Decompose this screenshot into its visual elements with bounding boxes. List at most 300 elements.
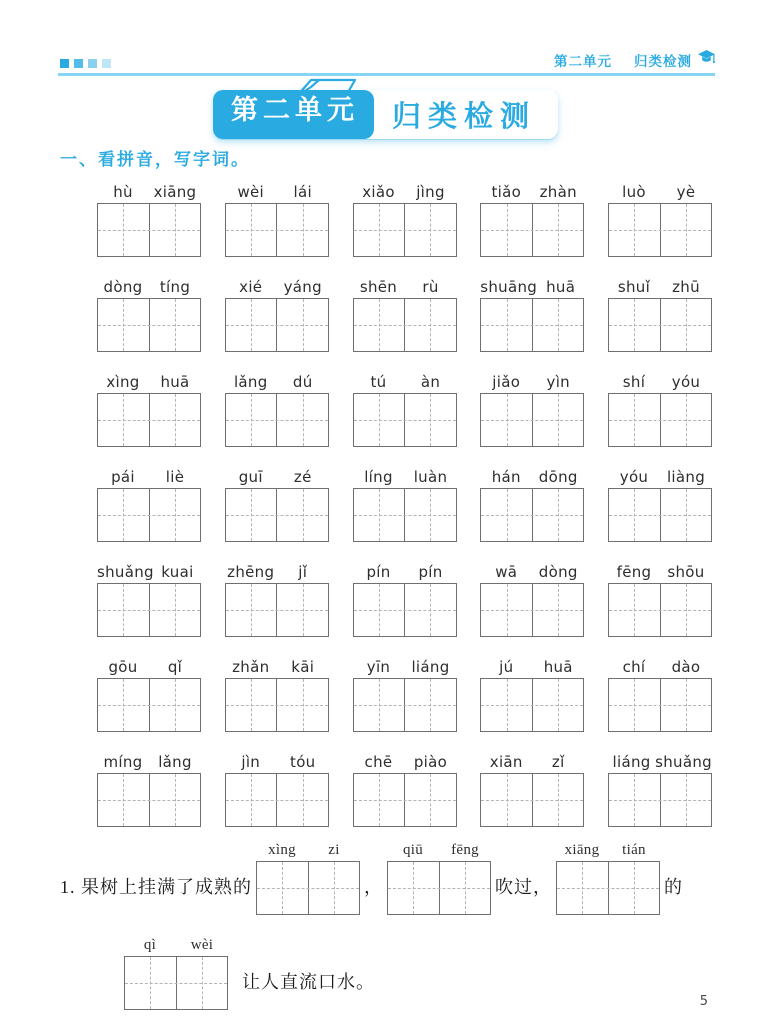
writing-box[interactable] bbox=[97, 773, 201, 827]
writing-cell[interactable] bbox=[609, 679, 660, 731]
pinyin-word-group bbox=[97, 183, 201, 257]
pinyin-word-group bbox=[225, 373, 329, 447]
writing-cell[interactable] bbox=[226, 204, 277, 256]
pinyin-syllable: tiǎo bbox=[491, 183, 522, 201]
writing-box[interactable] bbox=[353, 298, 457, 352]
writing-cell[interactable] bbox=[354, 774, 405, 826]
pinyin-syllable: luàn bbox=[413, 468, 448, 486]
pinyin-word-group bbox=[353, 373, 457, 447]
pinyin-syllable: shōu bbox=[667, 563, 705, 581]
writing-cell[interactable] bbox=[660, 679, 712, 731]
pinyin-label bbox=[124, 936, 228, 956]
pinyin-syllable: xìng bbox=[106, 373, 140, 391]
sentence-1-text-3: 的 bbox=[664, 877, 683, 897]
pinyin-label bbox=[480, 753, 584, 773]
pinyin-writing-grid bbox=[97, 183, 712, 848]
writing-cell[interactable] bbox=[149, 394, 201, 446]
pinyin-syllable: huā bbox=[543, 658, 573, 676]
writing-cell[interactable] bbox=[276, 299, 328, 351]
pinyin-word-row bbox=[97, 183, 712, 257]
writing-cell[interactable] bbox=[176, 957, 228, 1009]
pinyin-label bbox=[225, 278, 329, 298]
pinyin-syllable: lǎng bbox=[233, 373, 268, 391]
pinyin-syllable: xìng bbox=[268, 842, 296, 858]
writing-cell[interactable] bbox=[609, 299, 660, 351]
sentence-1-blank-2 bbox=[383, 841, 495, 915]
pinyin-word-row bbox=[97, 658, 712, 732]
pinyin-syllable: fēng bbox=[451, 842, 479, 858]
pinyin-syllable: jìn bbox=[241, 753, 261, 771]
writing-cell[interactable] bbox=[149, 774, 201, 826]
writing-cell[interactable] bbox=[98, 299, 149, 351]
pinyin-syllable: liàng bbox=[666, 468, 706, 486]
pinyin-syllable: zhēng bbox=[227, 563, 275, 581]
writing-cell[interactable] bbox=[481, 774, 532, 826]
pinyin-syllable: shuāng bbox=[480, 278, 538, 296]
writing-cell[interactable] bbox=[532, 774, 584, 826]
pinyin-label bbox=[97, 658, 201, 678]
banner-unit-label: 第二单元 bbox=[213, 90, 374, 139]
writing-cell[interactable] bbox=[404, 489, 456, 541]
pinyin-syllable: hù bbox=[113, 183, 133, 201]
sentence-1-comma: ， bbox=[364, 877, 383, 897]
writing-box[interactable] bbox=[97, 203, 201, 257]
writing-box[interactable] bbox=[608, 583, 712, 637]
pinyin-syllable: jiǎo bbox=[492, 373, 521, 391]
writing-cell[interactable] bbox=[481, 679, 532, 731]
pinyin-syllable: huā bbox=[160, 373, 190, 391]
writing-cell[interactable] bbox=[149, 299, 201, 351]
sentence-1-text: 1. 果树上挂满了成熟的 bbox=[60, 877, 252, 897]
pinyin-syllable: qiū bbox=[402, 842, 424, 858]
pinyin-syllable: pín bbox=[366, 563, 391, 581]
sentence-1-text-2: 吹过， bbox=[495, 877, 552, 897]
pinyin-syllable: gōu bbox=[108, 658, 138, 676]
pinyin-word-group bbox=[480, 278, 584, 352]
writing-box[interactable] bbox=[480, 583, 584, 637]
writing-cell[interactable] bbox=[481, 299, 532, 351]
writing-cell[interactable] bbox=[98, 679, 149, 731]
pinyin-word-group bbox=[353, 753, 457, 827]
sentence-1-blank-3 bbox=[552, 841, 664, 915]
writing-box[interactable] bbox=[97, 583, 201, 637]
pinyin-label bbox=[608, 563, 712, 583]
writing-cell[interactable] bbox=[276, 774, 328, 826]
pinyin-word-group bbox=[225, 183, 329, 257]
pinyin-label bbox=[97, 183, 201, 203]
pinyin-word-group bbox=[480, 563, 584, 637]
pinyin-label bbox=[353, 658, 457, 678]
pinyin-word-group bbox=[225, 278, 329, 352]
writing-box[interactable] bbox=[225, 203, 329, 257]
writing-box[interactable] bbox=[353, 488, 457, 542]
writing-cell[interactable] bbox=[532, 204, 584, 256]
title-banner bbox=[0, 90, 771, 139]
sentence-1 bbox=[60, 841, 728, 915]
writing-cell[interactable] bbox=[226, 584, 277, 636]
pinyin-word-row bbox=[97, 468, 712, 542]
sentence-1-blank-1 bbox=[252, 841, 364, 915]
writing-box[interactable] bbox=[225, 298, 329, 352]
pinyin-label bbox=[97, 753, 201, 773]
writing-cell[interactable] bbox=[660, 489, 712, 541]
pinyin-syllable: tóu bbox=[290, 753, 316, 771]
pinyin-label bbox=[353, 563, 457, 583]
writing-box[interactable] bbox=[480, 203, 584, 257]
writing-box[interactable] bbox=[256, 861, 360, 915]
pinyin-syllable: shuǐ bbox=[617, 278, 651, 296]
pinyin-word-group bbox=[97, 753, 201, 827]
pinyin-word-row bbox=[97, 563, 712, 637]
writing-cell[interactable] bbox=[609, 489, 660, 541]
pinyin-label bbox=[353, 753, 457, 773]
pinyin-syllable: zhàn bbox=[539, 183, 577, 201]
pinyin-syllable: yóu bbox=[671, 373, 701, 391]
pinyin-syllable: lǎng bbox=[158, 753, 192, 771]
pinyin-syllable: pín bbox=[418, 563, 443, 581]
writing-cell[interactable] bbox=[226, 679, 277, 731]
page-number: 5 bbox=[699, 994, 708, 1009]
pinyin-word-group bbox=[353, 468, 457, 542]
pinyin-label bbox=[480, 183, 584, 203]
sentence-1-continued bbox=[60, 936, 728, 1010]
pinyin-syllable: liáng bbox=[411, 658, 450, 676]
pinyin-syllable: shuǎng bbox=[655, 753, 712, 771]
pinyin-syllable: dòng bbox=[538, 563, 578, 581]
pinyin-syllable: guī bbox=[238, 468, 263, 486]
writing-box[interactable] bbox=[480, 298, 584, 352]
pinyin-syllable: dào bbox=[671, 658, 701, 676]
writing-cell[interactable] bbox=[226, 774, 277, 826]
pinyin-syllable: líng bbox=[364, 468, 393, 486]
pinyin-word-group bbox=[353, 183, 457, 257]
pinyin-syllable: xiǎo bbox=[362, 183, 395, 201]
pinyin-word-row bbox=[97, 753, 712, 827]
writing-cell[interactable] bbox=[98, 774, 149, 826]
writing-cell[interactable] bbox=[149, 204, 201, 256]
writing-cell[interactable] bbox=[481, 394, 532, 446]
writing-cell[interactable] bbox=[609, 774, 660, 826]
pinyin-label bbox=[225, 373, 329, 393]
writing-cell[interactable] bbox=[532, 679, 584, 731]
writing-cell[interactable] bbox=[557, 862, 608, 914]
writing-cell[interactable] bbox=[660, 774, 712, 826]
pinyin-word-group bbox=[225, 753, 329, 827]
writing-cell[interactable] bbox=[354, 584, 405, 636]
pinyin-syllable: shēn bbox=[359, 278, 398, 296]
writing-cell[interactable] bbox=[404, 584, 456, 636]
writing-box[interactable] bbox=[97, 488, 201, 542]
pinyin-label bbox=[97, 373, 201, 393]
writing-cell[interactable] bbox=[481, 584, 532, 636]
writing-cell[interactable] bbox=[609, 204, 660, 256]
pinyin-syllable: xié bbox=[239, 278, 263, 296]
pinyin-label bbox=[97, 468, 201, 488]
pinyin-syllable: liè bbox=[165, 468, 185, 486]
writing-cell[interactable] bbox=[226, 394, 277, 446]
writing-cell[interactable] bbox=[354, 394, 405, 446]
writing-box[interactable] bbox=[225, 678, 329, 732]
writing-cell[interactable] bbox=[532, 394, 584, 446]
pinyin-syllable: qì bbox=[143, 937, 157, 953]
pinyin-word-group bbox=[97, 278, 201, 352]
pinyin-syllable: jìng bbox=[416, 183, 445, 201]
writing-cell[interactable] bbox=[404, 394, 456, 446]
pinyin-syllable: yīn bbox=[366, 658, 391, 676]
writing-cell[interactable] bbox=[354, 299, 405, 351]
writing-cell[interactable] bbox=[98, 394, 149, 446]
writing-cell[interactable] bbox=[149, 584, 201, 636]
writing-box[interactable] bbox=[225, 488, 329, 542]
pinyin-label bbox=[353, 373, 457, 393]
pinyin-label bbox=[480, 563, 584, 583]
writing-cell[interactable] bbox=[125, 957, 176, 1009]
pinyin-word-group bbox=[608, 183, 712, 257]
pinyin-syllable: zhǎn bbox=[232, 658, 270, 676]
writing-cell[interactable] bbox=[660, 204, 712, 256]
writing-cell[interactable] bbox=[404, 679, 456, 731]
pinyin-syllable: tián bbox=[622, 842, 646, 858]
pinyin-word-group bbox=[556, 841, 660, 915]
sentence-1-text-4: 让人直流口水。 bbox=[242, 972, 375, 992]
writing-cell[interactable] bbox=[98, 204, 149, 256]
pinyin-syllable: luò bbox=[622, 183, 646, 201]
writing-cell[interactable] bbox=[354, 489, 405, 541]
pinyin-word-group bbox=[353, 278, 457, 352]
writing-cell[interactable] bbox=[308, 862, 360, 914]
writing-cell[interactable] bbox=[276, 584, 328, 636]
pinyin-word-group bbox=[353, 563, 457, 637]
pinyin-syllable: àn bbox=[420, 373, 441, 391]
pinyin-syllable: xiāng bbox=[153, 183, 197, 201]
writing-cell[interactable] bbox=[660, 584, 712, 636]
writing-box[interactable] bbox=[556, 861, 660, 915]
pinyin-syllable: kuai bbox=[161, 563, 194, 581]
pinyin-word-group bbox=[480, 753, 584, 827]
sentence-exercise bbox=[60, 841, 728, 1010]
graduation-cap-icon bbox=[698, 50, 715, 65]
writing-cell[interactable] bbox=[388, 862, 439, 914]
writing-box[interactable] bbox=[608, 488, 712, 542]
pinyin-syllable: yìn bbox=[546, 373, 570, 391]
pinyin-syllable: wèi bbox=[237, 183, 265, 201]
writing-box[interactable] bbox=[353, 203, 457, 257]
pinyin-word-group bbox=[225, 468, 329, 542]
pinyin-syllable: liáng bbox=[612, 753, 651, 771]
writing-cell[interactable] bbox=[226, 489, 277, 541]
pinyin-word-group bbox=[225, 563, 329, 637]
pinyin-syllable: jǐ bbox=[298, 563, 308, 581]
writing-box[interactable] bbox=[353, 773, 457, 827]
writing-cell[interactable] bbox=[149, 489, 201, 541]
pinyin-label bbox=[225, 753, 329, 773]
pinyin-word-group bbox=[256, 841, 360, 915]
writing-cell[interactable] bbox=[404, 204, 456, 256]
banner-title-label: 归类检测 bbox=[391, 99, 536, 133]
pinyin-word-group bbox=[387, 841, 491, 915]
writing-cell[interactable] bbox=[532, 584, 584, 636]
pinyin-syllable: chí bbox=[622, 658, 646, 676]
writing-box[interactable] bbox=[480, 678, 584, 732]
writing-cell[interactable] bbox=[276, 489, 328, 541]
writing-cell[interactable] bbox=[532, 489, 584, 541]
pinyin-word-group bbox=[124, 936, 228, 1010]
writing-cell[interactable] bbox=[609, 584, 660, 636]
writing-cell[interactable] bbox=[404, 299, 456, 351]
pinyin-word-group bbox=[608, 278, 712, 352]
pinyin-word-group bbox=[480, 373, 584, 447]
writing-box[interactable] bbox=[97, 298, 201, 352]
pinyin-syllable: dú bbox=[292, 373, 313, 391]
page-header bbox=[58, 54, 715, 76]
pinyin-word-group bbox=[225, 658, 329, 732]
sentence-1-blank-4 bbox=[120, 936, 232, 1010]
pinyin-word-group bbox=[608, 658, 712, 732]
pinyin-syllable: qǐ bbox=[167, 658, 183, 676]
pinyin-word-group bbox=[608, 468, 712, 542]
writing-cell[interactable] bbox=[609, 394, 660, 446]
pinyin-label bbox=[353, 183, 457, 203]
pinyin-syllable: fēng bbox=[616, 563, 652, 581]
writing-box[interactable] bbox=[97, 393, 201, 447]
pinyin-word-row bbox=[97, 373, 712, 447]
writing-box[interactable] bbox=[225, 583, 329, 637]
writing-cell[interactable] bbox=[404, 774, 456, 826]
pinyin-syllable: xiāng bbox=[564, 842, 600, 858]
pinyin-syllable: wèi bbox=[190, 937, 214, 953]
writing-cell[interactable] bbox=[608, 862, 660, 914]
pinyin-word-group bbox=[97, 468, 201, 542]
writing-cell[interactable] bbox=[98, 489, 149, 541]
writing-cell[interactable] bbox=[532, 299, 584, 351]
pinyin-label bbox=[225, 658, 329, 678]
pinyin-label bbox=[97, 563, 201, 583]
pinyin-word-group bbox=[608, 563, 712, 637]
pinyin-syllable: shí bbox=[622, 373, 646, 391]
pinyin-word-group bbox=[480, 658, 584, 732]
running-head-subtitle: 归类检测 bbox=[634, 54, 692, 70]
pinyin-label bbox=[556, 841, 660, 861]
writing-cell[interactable] bbox=[354, 204, 405, 256]
writing-box[interactable] bbox=[608, 678, 712, 732]
pinyin-label bbox=[353, 468, 457, 488]
pinyin-label bbox=[480, 468, 584, 488]
running-head-unit: 第二单元 bbox=[554, 54, 612, 70]
decor-squares-icon bbox=[60, 59, 111, 68]
writing-box[interactable] bbox=[387, 861, 491, 915]
pinyin-label bbox=[480, 658, 584, 678]
pinyin-syllable: zhū bbox=[672, 278, 700, 296]
pinyin-label bbox=[480, 278, 584, 298]
pinyin-word-group bbox=[480, 183, 584, 257]
pinyin-syllable: hán bbox=[491, 468, 521, 486]
pinyin-word-group bbox=[97, 563, 201, 637]
pinyin-syllable: yáng bbox=[283, 278, 322, 296]
writing-cell[interactable] bbox=[354, 679, 405, 731]
pinyin-label bbox=[387, 841, 491, 861]
pinyin-syllable: kāi bbox=[291, 658, 315, 676]
pinyin-syllable: yóu bbox=[619, 468, 649, 486]
pinyin-label bbox=[225, 183, 329, 203]
pinyin-label bbox=[608, 468, 712, 488]
pinyin-syllable: tíng bbox=[159, 278, 191, 296]
pinyin-syllable: míng bbox=[103, 753, 143, 771]
pinyin-syllable: xiān bbox=[489, 753, 523, 771]
pinyin-syllable: pái bbox=[111, 468, 135, 486]
writing-cell[interactable] bbox=[98, 584, 149, 636]
writing-box[interactable] bbox=[608, 393, 712, 447]
pinyin-word-group bbox=[97, 658, 201, 732]
running-head bbox=[554, 50, 715, 70]
writing-cell[interactable] bbox=[257, 862, 308, 914]
pinyin-label bbox=[608, 373, 712, 393]
pinyin-syllable: dōng bbox=[538, 468, 578, 486]
pinyin-label bbox=[97, 278, 201, 298]
writing-box[interactable] bbox=[353, 393, 457, 447]
writing-box[interactable] bbox=[608, 298, 712, 352]
writing-cell[interactable] bbox=[149, 679, 201, 731]
writing-box[interactable] bbox=[608, 773, 712, 827]
writing-box[interactable] bbox=[480, 393, 584, 447]
pinyin-word-group bbox=[97, 373, 201, 447]
writing-cell[interactable] bbox=[481, 489, 532, 541]
writing-cell[interactable] bbox=[439, 862, 491, 914]
pinyin-word-row bbox=[97, 278, 712, 352]
pinyin-label bbox=[608, 658, 712, 678]
pinyin-label bbox=[608, 753, 712, 773]
pinyin-syllable: jú bbox=[499, 658, 514, 676]
writing-box[interactable] bbox=[353, 583, 457, 637]
pinyin-word-group bbox=[608, 373, 712, 447]
writing-box[interactable] bbox=[225, 393, 329, 447]
pinyin-syllable: tú bbox=[370, 373, 387, 391]
pinyin-word-group bbox=[608, 753, 712, 827]
writing-box[interactable] bbox=[225, 773, 329, 827]
pinyin-word-group bbox=[353, 658, 457, 732]
pinyin-label bbox=[480, 373, 584, 393]
pinyin-syllable: lái bbox=[293, 183, 312, 201]
pinyin-word-group bbox=[480, 468, 584, 542]
pinyin-syllable: shuǎng bbox=[97, 563, 154, 581]
writing-box[interactable] bbox=[480, 488, 584, 542]
pinyin-syllable: rù bbox=[422, 278, 439, 296]
pinyin-syllable: chē bbox=[364, 753, 393, 771]
writing-cell[interactable] bbox=[276, 679, 328, 731]
writing-cell[interactable] bbox=[660, 394, 712, 446]
writing-box[interactable] bbox=[480, 773, 584, 827]
writing-box[interactable] bbox=[353, 678, 457, 732]
writing-cell[interactable] bbox=[276, 394, 328, 446]
writing-cell[interactable] bbox=[481, 204, 532, 256]
writing-cell[interactable] bbox=[660, 299, 712, 351]
pinyin-label bbox=[256, 841, 360, 861]
pinyin-label bbox=[353, 278, 457, 298]
pinyin-label bbox=[608, 278, 712, 298]
pinyin-label bbox=[608, 183, 712, 203]
writing-cell[interactable] bbox=[226, 299, 277, 351]
writing-box[interactable] bbox=[97, 678, 201, 732]
pinyin-syllable: zǐ bbox=[551, 753, 565, 771]
writing-box[interactable] bbox=[608, 203, 712, 257]
pinyin-syllable: zi bbox=[328, 842, 340, 858]
pinyin-syllable: yè bbox=[676, 183, 696, 201]
writing-box[interactable] bbox=[124, 956, 228, 1010]
pinyin-syllable: dòng bbox=[103, 278, 143, 296]
pinyin-syllable: zé bbox=[293, 468, 312, 486]
writing-cell[interactable] bbox=[276, 204, 328, 256]
pinyin-syllable: wā bbox=[495, 563, 518, 581]
pinyin-syllable: huā bbox=[546, 278, 576, 296]
